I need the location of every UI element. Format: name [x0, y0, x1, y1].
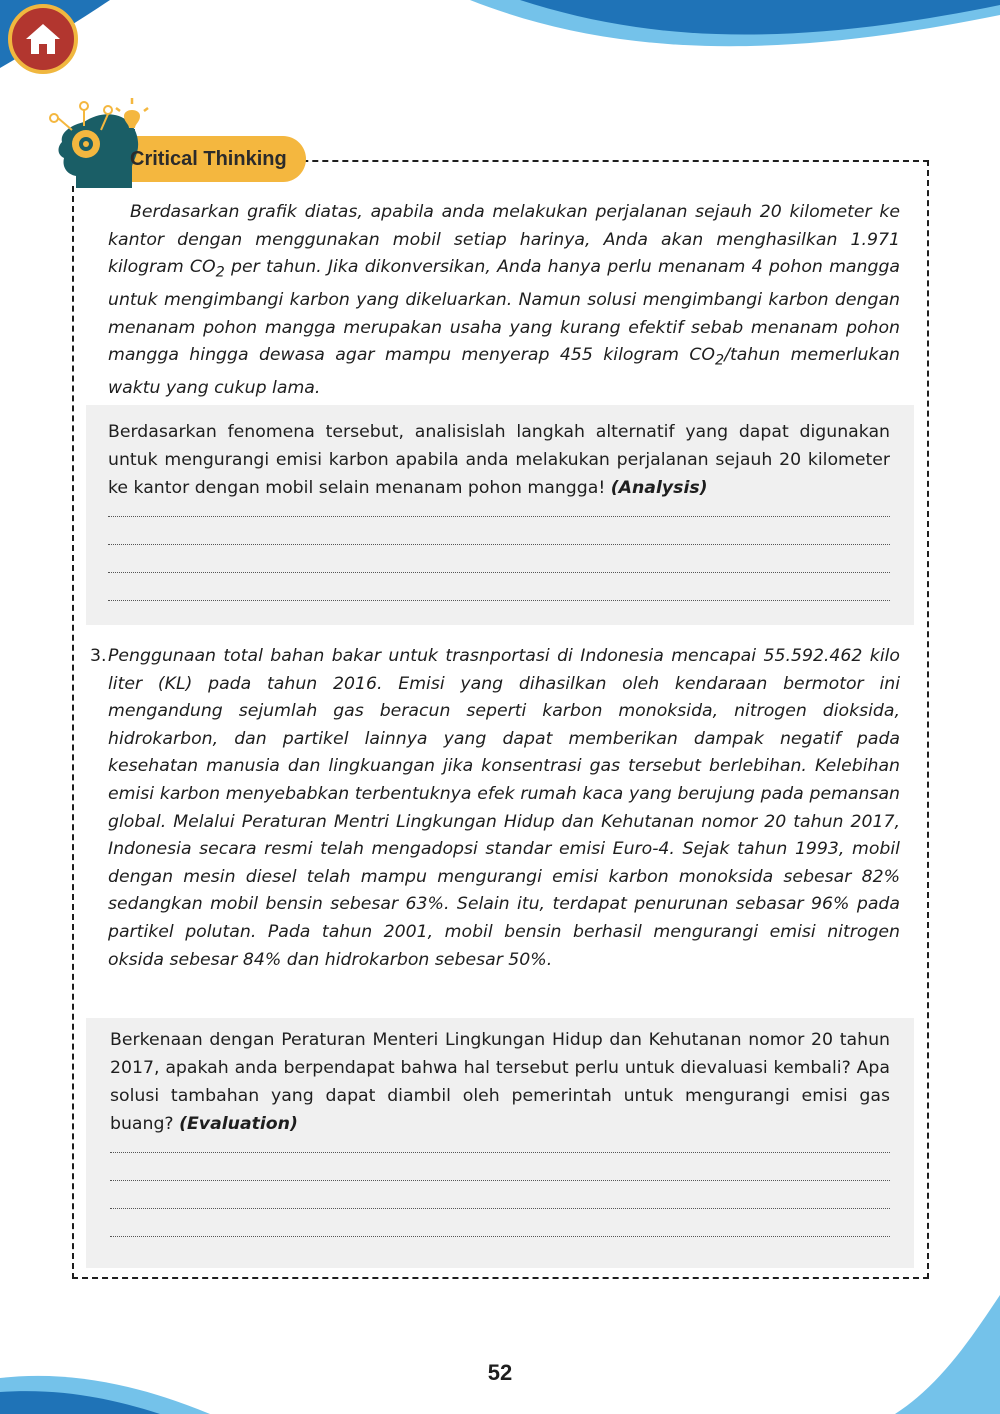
answer-line[interactable]: [110, 1152, 890, 1153]
answer-line[interactable]: [110, 1208, 890, 1209]
head-gear-lightbulb-icon: [46, 96, 308, 188]
answer-line[interactable]: [108, 516, 890, 517]
evaluation-question-box: [86, 1018, 914, 1268]
answer-line[interactable]: [108, 572, 890, 573]
section-title: Critical Thinking: [130, 148, 287, 170]
analysis-question-text: Berdasarkan fenomena tersebut, analisislah langkah alternatif yang dapat digunakan untuk mengurangi emisi karbon apabila anda melakukan perjalanan sejauh 20 kilometer ke kantor dengan mobil selain menanam pohon mangga! (Analysis): [108, 422, 890, 498]
frame-left-edge: [72, 186, 74, 1279]
item-3-paragraph: 3. Penggunaan total bahan bakar untuk trasnportasi di Indonesia mencapai 55.592.462 kilo liter (KL) pada tahun 2016. Emisi yang dihasilkan oleh kendaraan bermotor ini mengandung sejumlah gas beracun seperti karbon monoksida, nitrogen dioksida, hidrokarbon, dan partikel lainnya yang dapat memberikan dampak negatif pada kesehatan manusia dan lingkuangan jika konsentrasi gas tersebut berlebihan. Kelebihan emisi karbon menyebabkan terbentuknya efek rumah kaca yang berujung pada pemansan global. Melalui Peraturan Mentri Lingkungan Hidup dan Kehutanan nomor 20 tahun 2017, Indonesia secara resmi telah mengadopsi standar emisi Euro-4. Sejak tahun 1993, mobil dengan mesin diesel telah mampu mengurangi emisi karbon monoksida sebesar 82% sedangkan mobil bensin sebesar 63%. Selain itu, terdapat penurunan sebasar 96% pada partikel polutan. Pada tahun 2001, mobil bensin berhasil mengurangi emisi nitrogen oksida sebesar 84% dan hidrokarbon sebesar 50%.: [108, 643, 900, 974]
answer-line[interactable]: [108, 544, 890, 545]
page-number: 52: [487, 1360, 513, 1385]
answer-line[interactable]: [110, 1180, 890, 1181]
answer-line[interactable]: [110, 1236, 890, 1237]
evaluation-tag: (Evaluation): [179, 1114, 298, 1134]
answer-line[interactable]: [108, 600, 890, 601]
evaluation-question-text: Berkenaan dengan Peraturan Menteri Lingkungan Hidup dan Kehutanan nomor 20 tahun 2017, apakah anda berpendapat bahwa hal tersebut perlu untuk dievaluasi kembali? Apa solusi tambahan yang dapat diambil oleh pemerintah untuk mengurangi emisi gas buang? (Evaluation): [110, 1030, 890, 1134]
home-button[interactable]: [8, 4, 78, 74]
analysis-tag: (Analysis): [610, 478, 708, 498]
intro-paragraph: Berdasarkan grafik diatas, apabila anda melakukan perjalanan sejauh 20 kilometer ke kantor dengan menggunakan mobil setiap harinya, Anda akan menghasilkan 1.971 kilogram $CO_2$ per tahun. Jika dikonversikan, Anda hanya perlu menanam 4 pohon mangga untuk mengimbangi karbon yang dikeluarkan. Namun solusi mengimbangi karbon dengan menanam pohon mangga merupakan usaha yang kurang efektif sebab menanam pohon mangga hingga dewasa agar mampu menyerap 455 kilogram $CO_2$/tahun memerlukan waktu yang cukup lama.: [108, 202, 901, 399]
item-number: 3.: [90, 646, 107, 666]
house-icon: [23, 19, 63, 59]
analysis-question-box: [86, 405, 914, 625]
